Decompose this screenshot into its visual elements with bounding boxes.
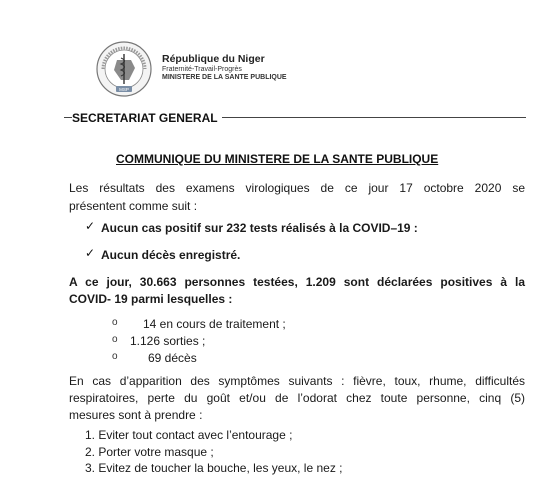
check-item-tests: Aucun cas positif sur 232 tests réalisés à la COVID–19 : — [101, 221, 418, 235]
summary-line-1: A ce jour, 30.663 personnes testées, 1.209 sont déclarées positives à la — [69, 275, 525, 289]
communique-title: COMMUNIQUE DU MINISTERE DE LA SANTE PUBLIQUE — [116, 152, 439, 166]
republic-name: République du Niger — [162, 53, 265, 65]
breakdown-item-recovered: 1.126 sorties ; — [130, 334, 206, 348]
breakdown-item-deaths: 69 décès — [148, 351, 197, 365]
measure-item: 3. Evitez de toucher la bouche, les yeux, le nez ; — [85, 461, 343, 475]
ministry-name: MINISTERE DE LA SANTE PUBLIQUE — [162, 74, 287, 81]
circle-bullet-icon: o — [112, 334, 118, 345]
breakdown-item-treatment: 14 en cours de traitement ; — [143, 317, 286, 331]
ministry-seal-logo — [95, 40, 153, 98]
check-icon: ✓ — [85, 246, 96, 260]
check-item-deaths: Aucun décès enregistré. — [101, 248, 241, 262]
republic-motto: Fraternité-Travail-Progrès — [162, 66, 242, 73]
summary-line-2: COVID- 19 parmi lesquelles : — [69, 292, 233, 306]
secretariat-label: SECRETARIAT GENERAL — [72, 111, 222, 125]
circle-bullet-icon: o — [112, 351, 118, 362]
measure-item: 2. Porter votre masque ; — [85, 445, 214, 459]
symptoms-line-2: respiratoires, perte du goût et/ou de l’odorat chez toute personne, cinq (5) — [69, 391, 525, 405]
symptoms-line-3: mesures sont à prendre : — [69, 408, 203, 422]
intro-line-1: Les résultats des examens virologiques de ce jour 17 octobre 2020 se — [69, 181, 525, 195]
svg-text:MSP: MSP — [119, 87, 129, 92]
intro-line-2: présentent comme suit : — [69, 199, 198, 213]
check-icon: ✓ — [85, 219, 96, 233]
symptoms-line-1: En cas d’apparition des symptômes suivants : fièvre, toux, rhume, difficultés — [69, 374, 525, 388]
measure-item: 1. Eviter tout contact avec l’entourage ; — [85, 428, 293, 442]
circle-bullet-icon: o — [112, 317, 118, 328]
